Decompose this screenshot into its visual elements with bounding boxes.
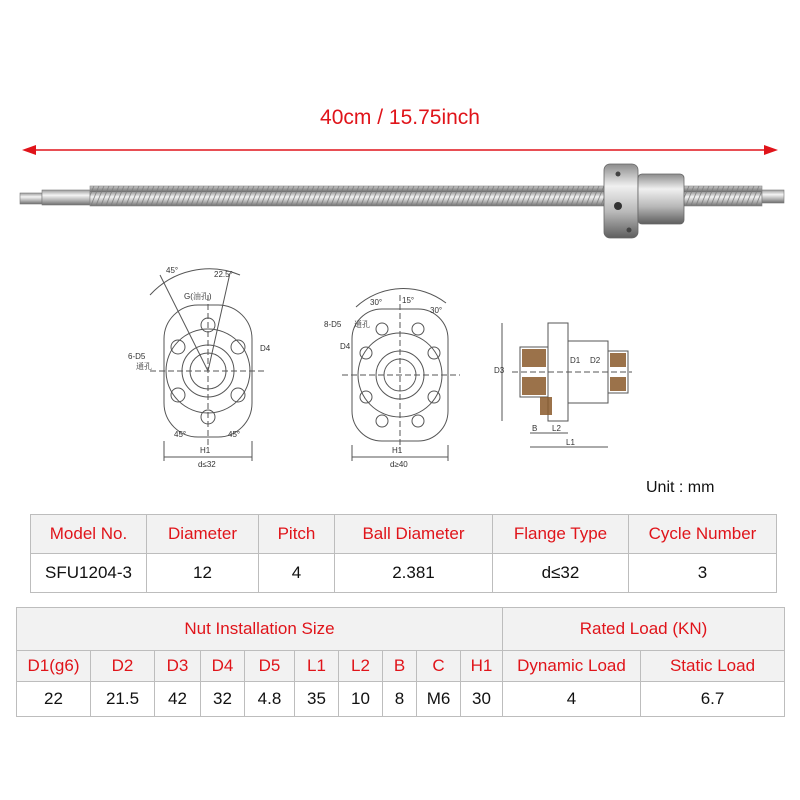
cell-d1: 22 xyxy=(17,682,91,717)
header-d5: D5 xyxy=(245,651,295,682)
header-d1: D1(g6) xyxy=(17,651,91,682)
cell-d5: 4.8 xyxy=(245,682,295,717)
header-l2: L2 xyxy=(339,651,383,682)
fl-g-label: G(油孔) xyxy=(184,292,212,301)
nut-spec-table xyxy=(16,607,785,717)
fl-angle-mid: 22.5° xyxy=(214,270,233,279)
fr-angle-a: 30° xyxy=(370,298,383,307)
cell-d3: 42 xyxy=(155,682,201,717)
header-l1: L1 xyxy=(295,651,339,682)
unit-label: Unit : mm xyxy=(646,479,715,496)
technical-drawings xyxy=(120,255,660,475)
nut-data-row xyxy=(17,682,785,717)
header-h1: H1 xyxy=(461,651,503,682)
fl-holes: 6-D5 xyxy=(128,352,146,361)
cell-dynamic-load: 4 xyxy=(503,682,641,717)
fr-angle-c: 30° xyxy=(430,306,443,315)
cell-diameter: 12 xyxy=(147,554,259,593)
side-l1: L1 xyxy=(566,438,575,447)
header-cycle-number: Cycle Number xyxy=(629,515,777,554)
header-d3: D3 xyxy=(155,651,201,682)
cell-pitch: 4 xyxy=(259,554,335,593)
fl-d4: D4 xyxy=(260,344,271,353)
side-d3: D3 xyxy=(494,366,505,375)
header-pitch: Pitch xyxy=(259,515,335,554)
model-data-row xyxy=(31,554,777,593)
model-spec-table xyxy=(30,514,777,593)
fl-d-limit: d≤32 xyxy=(198,460,216,469)
fl-angle-top: 45° xyxy=(166,266,179,275)
fr-h1: H1 xyxy=(392,446,403,455)
header-model-no: Model No. xyxy=(31,515,147,554)
cell-model-no: SFU1204-3 xyxy=(31,554,147,593)
cell-l2: 10 xyxy=(339,682,383,717)
header-ball-diameter: Ball Diameter xyxy=(335,515,493,554)
side-b: B xyxy=(532,424,538,433)
group-rated-load: Rated Load (KN) xyxy=(503,608,785,651)
cell-c: M6 xyxy=(417,682,461,717)
fl-angle-br: 45° xyxy=(228,430,241,439)
cell-cycle-number: 3 xyxy=(629,554,777,593)
cell-ball-diameter: 2.381 xyxy=(335,554,493,593)
fr-d4: D4 xyxy=(340,342,351,351)
nut-group-row xyxy=(17,608,785,651)
header-c: C xyxy=(417,651,461,682)
model-header-row xyxy=(31,515,777,554)
fr-through: 通孔 xyxy=(354,320,370,329)
fl-angle-bl: 45° xyxy=(174,430,187,439)
fl-through: 通孔 xyxy=(136,362,152,371)
header-d2: D2 xyxy=(91,651,155,682)
cell-static-load: 6.7 xyxy=(641,682,785,717)
group-installation-size: Nut Installation Size xyxy=(17,608,503,651)
side-l2: L2 xyxy=(552,424,561,433)
header-flange-type: Flange Type xyxy=(493,515,629,554)
cell-flange-type: d≤32 xyxy=(493,554,629,593)
side-d1: D1 xyxy=(570,356,581,365)
length-label: 40cm / 15.75inch xyxy=(320,106,480,129)
fr-d-limit: d≥40 xyxy=(390,460,408,469)
cell-d4: 32 xyxy=(201,682,245,717)
cell-d2: 21.5 xyxy=(91,682,155,717)
ball-screw-image xyxy=(18,150,788,250)
cell-h1: 30 xyxy=(461,682,503,717)
fr-angle-b: 15° xyxy=(402,296,415,305)
fl-h1: H1 xyxy=(200,446,211,455)
cell-b: 8 xyxy=(383,682,417,717)
header-static-load: Static Load xyxy=(641,651,785,682)
side-d2: D2 xyxy=(590,356,601,365)
header-d4: D4 xyxy=(201,651,245,682)
header-diameter: Diameter xyxy=(147,515,259,554)
cell-l1: 35 xyxy=(295,682,339,717)
header-b: B xyxy=(383,651,417,682)
fr-holes: 8-D5 xyxy=(324,320,342,329)
header-dynamic-load: Dynamic Load xyxy=(503,651,641,682)
nut-header-row xyxy=(17,651,785,682)
